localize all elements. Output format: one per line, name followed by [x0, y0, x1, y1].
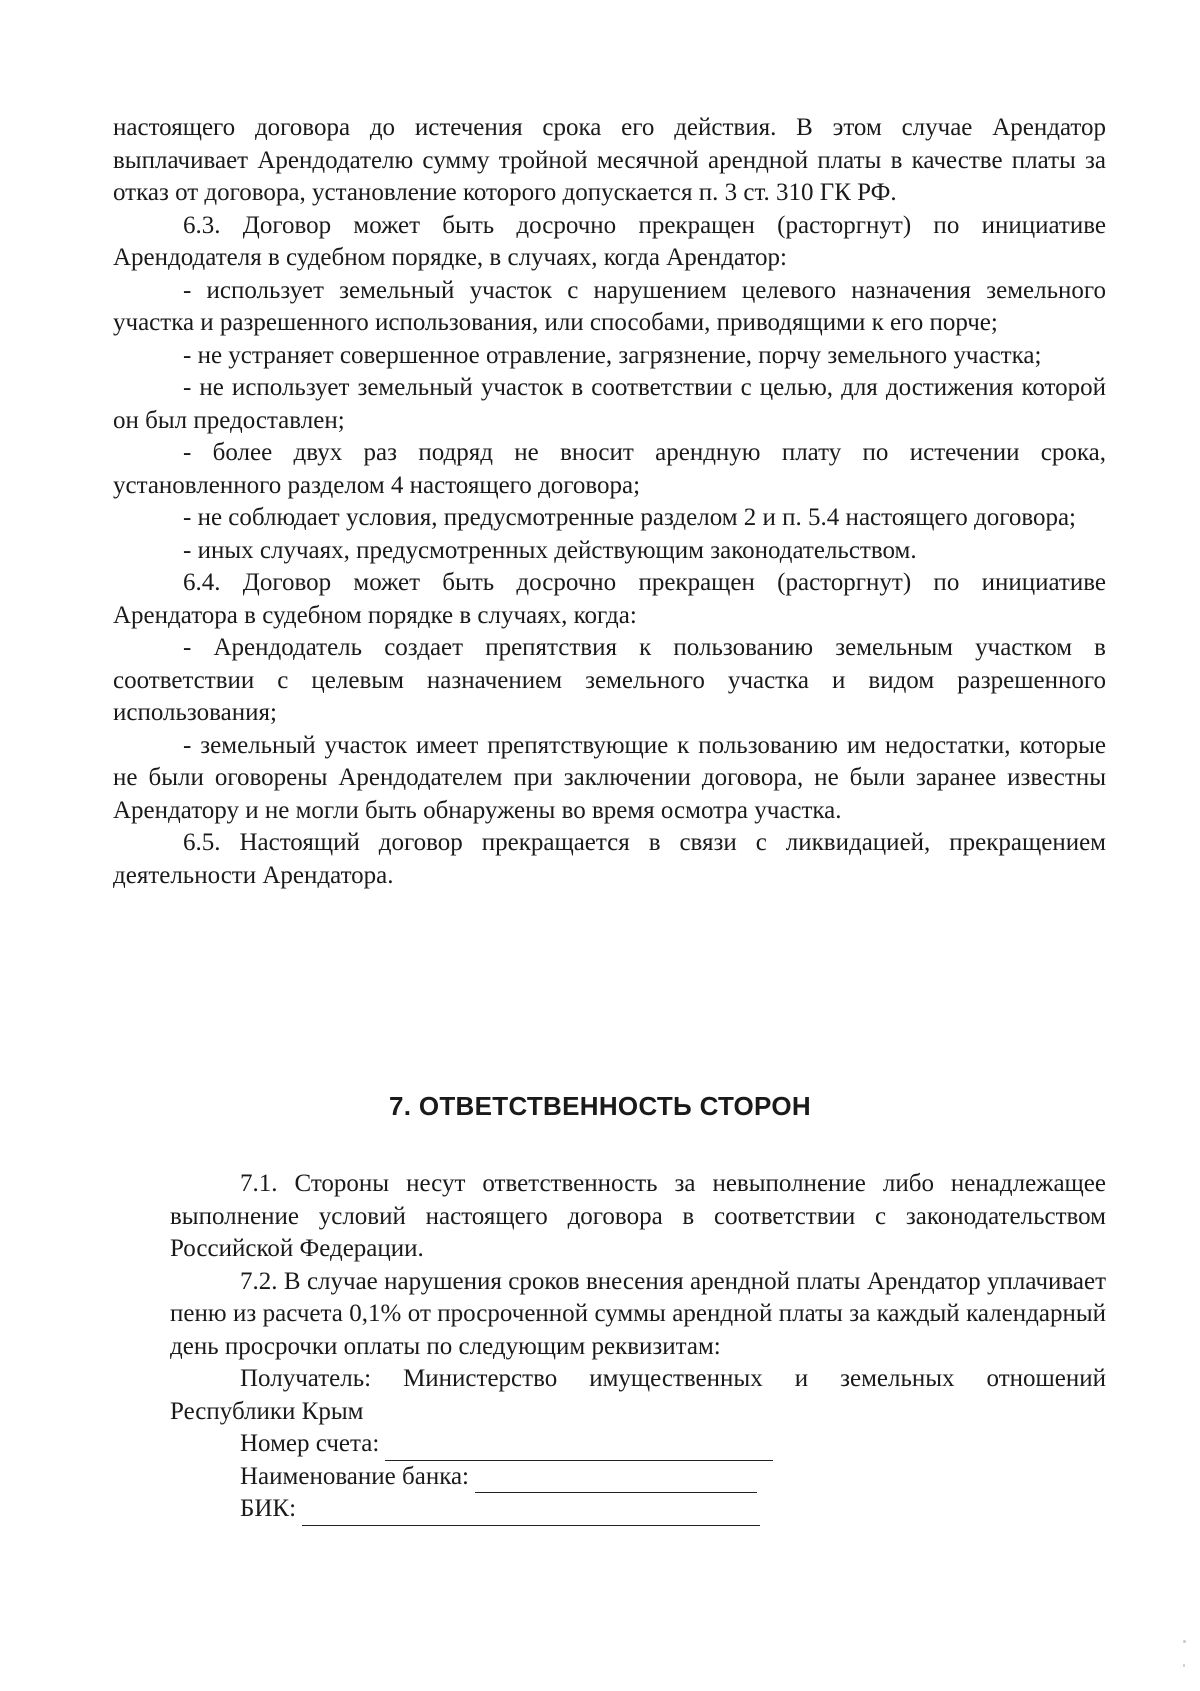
- section-7-heading: 7. ОТВЕТСТВЕННОСТЬ СТОРОН: [389, 1091, 811, 1121]
- list-item-6-4-2: - земельный участок имеет препятствующие к пользованию им недостатки, которые не были оговорены Арендодателем при заключении договора, не были заранее известны Арендатору и не могли быть обнаружены во время осмотра участка.: [113, 731, 1106, 824]
- scan-speck: [1183, 1664, 1185, 1667]
- bank-name-row: [170, 1461, 1106, 1494]
- section-6-body: [113, 112, 1106, 892]
- account-number-blank: [385, 1436, 773, 1461]
- section-7-body: [170, 1168, 1106, 1526]
- bik-label: БИК:: [240, 1495, 297, 1522]
- clause-6-5: 6.5. Настоящий договор прекращается в связи с ликвидацией, прекращением деятельности Арендатора.: [113, 829, 1106, 889]
- scan-speck: [1183, 1640, 1186, 1643]
- account-number-row: [170, 1428, 1106, 1461]
- recipient-line: Получатель: Министерство имущественных и земельных отношений Республики Крым: [170, 1365, 1106, 1425]
- list-item-6-3-6: - иных случаях, предусмотренных действующим законодательством.: [183, 536, 917, 564]
- account-number-label: Номер счета:: [240, 1430, 380, 1457]
- list-item-6-3-5: - не соблюдает условия, предусмотренные разделом 2 и п. 5.4 настоящего договора;: [183, 504, 1077, 531]
- clause-6-4: 6.4. Договор может быть досрочно прекращен (расторгнут) по инициативе Арендатора в судебном порядке в случаях, когда:: [113, 569, 1106, 629]
- clause-7-2: 7.2. В случае нарушения сроков внесения арендной платы Арендатор уплачивает пеню из расчета 0,1% от просроченной суммы арендной платы за каждый календарный день просрочки оплаты по следующим реквизитам:: [170, 1267, 1106, 1360]
- list-item-6-3-2: - не устраняет совершенное отравление, загрязнение, порчу земельного участка;: [183, 341, 1042, 369]
- clause-6-3: 6.3. Договор может быть досрочно прекращен (расторгнут) по инициативе Арендодателя в судебном порядке, в случаях, когда Арендатор:: [113, 211, 1106, 271]
- list-item-6-3-1: - использует земельный участок с нарушением целевого назначения земельного участка и разрешенного использования, или способами, приводящими к его порче;: [113, 276, 1106, 336]
- list-item-6-3-3: - не использует земельный участок в соответствии с целью, для достижения которой он был предоставлен;: [113, 374, 1106, 434]
- clause-7-1: 7.1. Стороны несут ответственность за невыполнение либо ненадлежащее выполнение условий настоящего договора в соответствии с законодательством Российской Федерации.: [170, 1170, 1106, 1262]
- bank-name-blank: [475, 1468, 757, 1493]
- bank-name-label: Наименование банка:: [240, 1462, 470, 1490]
- bik-row: [170, 1493, 1106, 1526]
- intro-paragraph: настоящего договора до истечения срока его действия. В этом случае Арендатор выплачивает Арендодателю сумму тройной месячной арендной платы в качестве платы за отказ от договора, установление которого допускается п. 3 ст. 310 ГК РФ.: [113, 114, 1106, 206]
- bik-blank: [302, 1501, 760, 1526]
- list-item-6-3-4: - более двух раз подряд не вносит арендную плату по истечении срока, установленного разделом 4 настоящего договора;: [113, 439, 1106, 499]
- list-item-6-4-1: - Арендодатель создает препятствия к пользованию земельным участком в соответствии с целевым назначением земельного участка и видом разрешенного использования;: [113, 634, 1106, 726]
